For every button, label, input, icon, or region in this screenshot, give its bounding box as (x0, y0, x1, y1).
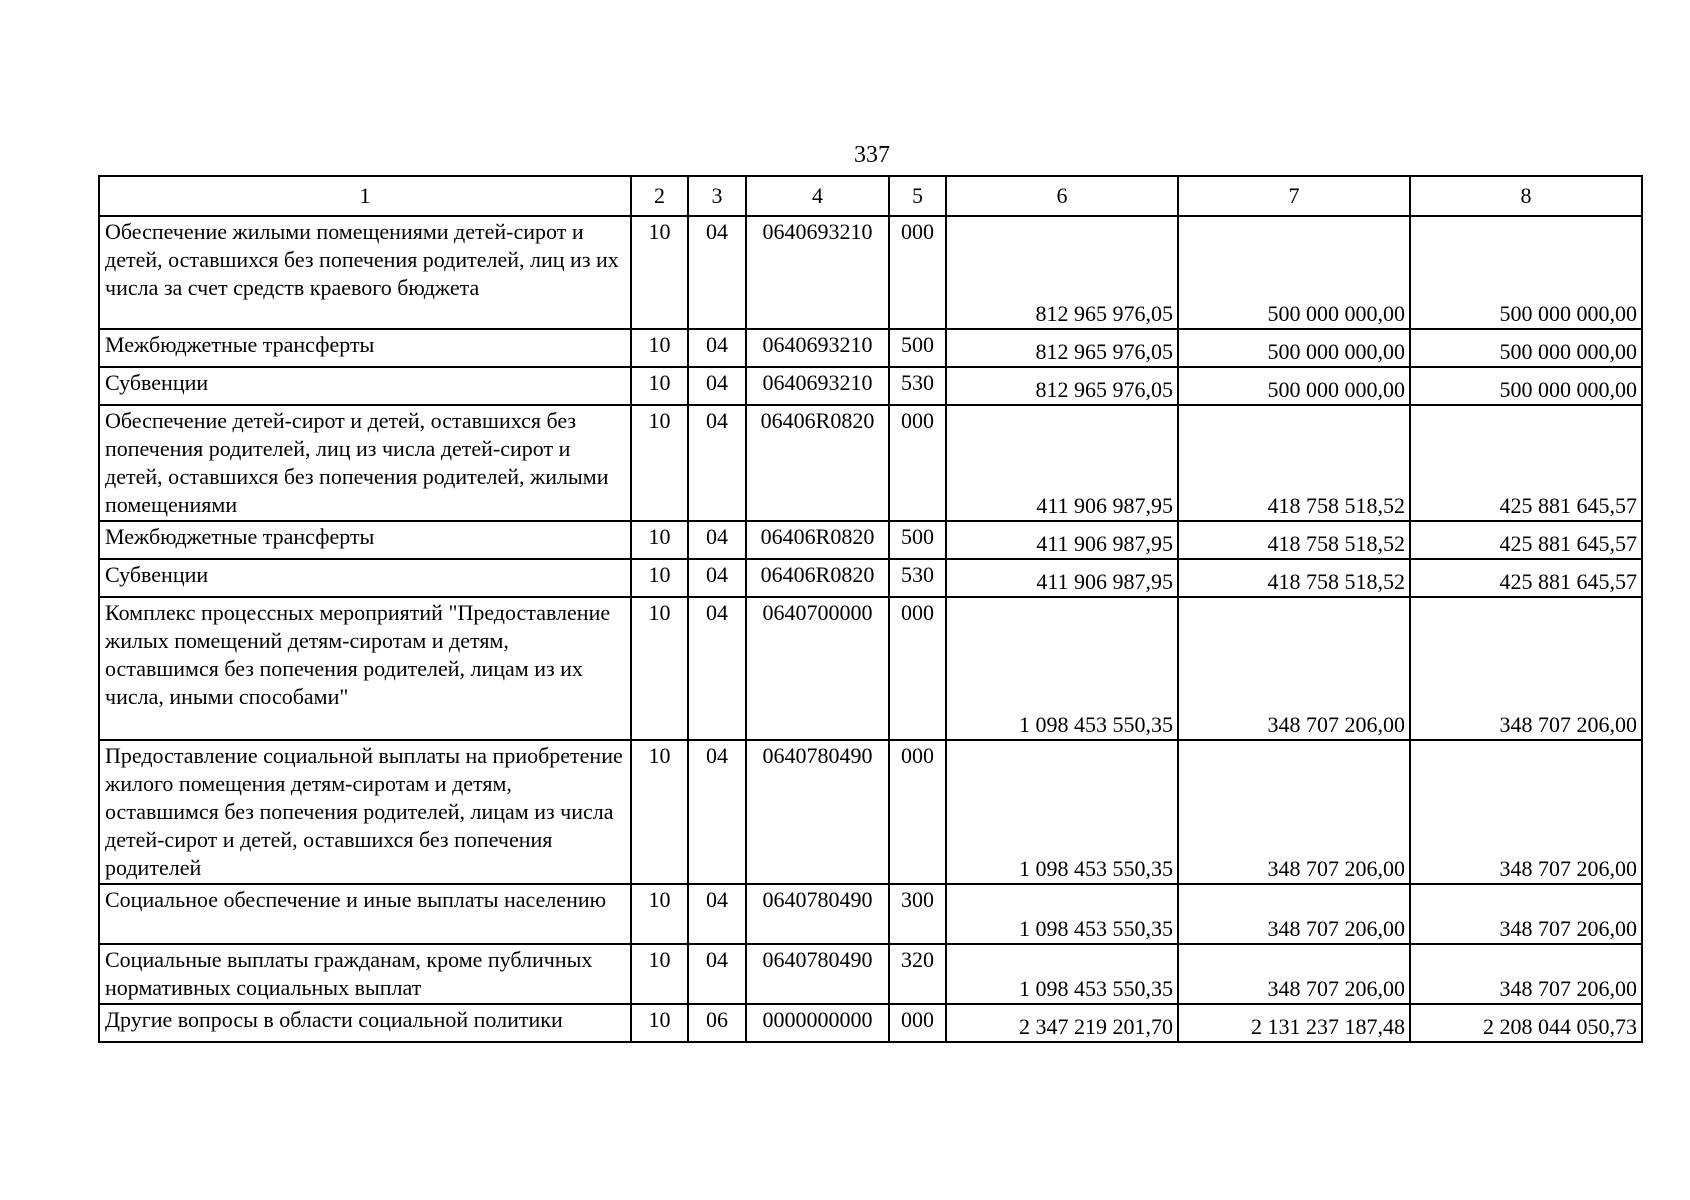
subsection-code: 04 (688, 367, 746, 405)
expense-type-code: 000 (889, 597, 946, 740)
amount-col-7: 2 131 237 187,48 (1178, 1004, 1410, 1042)
row-name: Обеспечение жилыми помещениями детей-сирот и детей, оставшихся без попечения родителей, лиц из их числа за счет средств краевого бюджета (99, 216, 631, 329)
subsection-code: 04 (688, 521, 746, 559)
table-row (99, 1004, 1642, 1042)
section-code: 10 (631, 559, 688, 597)
amount-col-8: 425 881 645,57 (1410, 521, 1642, 559)
section-code: 10 (631, 597, 688, 740)
amount-col-6: 1 098 453 550,35 (946, 597, 1178, 740)
amount-col-8: 348 707 206,00 (1410, 740, 1642, 884)
subsection-code: 04 (688, 597, 746, 740)
amount-col-7: 348 707 206,00 (1178, 944, 1410, 1004)
amount-col-8: 425 881 645,57 (1410, 405, 1642, 521)
table-row (99, 740, 1642, 884)
page-number: 337 (854, 142, 890, 168)
section-code: 10 (631, 740, 688, 884)
column-header: 2 (631, 176, 688, 216)
table-header-row (99, 176, 1642, 216)
expense-type-code: 000 (889, 216, 946, 329)
expense-type-code: 000 (889, 405, 946, 521)
amount-col-8: 2 208 044 050,73 (1410, 1004, 1642, 1042)
section-code: 10 (631, 216, 688, 329)
amount-col-7: 418 758 518,52 (1178, 405, 1410, 521)
amount-col-6: 812 965 976,05 (946, 329, 1178, 367)
amount-col-6: 1 098 453 550,35 (946, 944, 1178, 1004)
column-header: 4 (746, 176, 889, 216)
row-name: Социальные выплаты гражданам, кроме публичных нормативных социальных выплат (99, 944, 631, 1004)
target-article-code: 06406R0820 (746, 559, 889, 597)
amount-col-8: 500 000 000,00 (1410, 329, 1642, 367)
target-article-code: 0640693210 (746, 367, 889, 405)
target-article-code: 0640693210 (746, 216, 889, 329)
amount-col-6: 411 906 987,95 (946, 521, 1178, 559)
target-article-code: 0640700000 (746, 597, 889, 740)
expense-type-code: 000 (889, 740, 946, 884)
amount-col-7: 348 707 206,00 (1178, 740, 1410, 884)
section-code: 10 (631, 405, 688, 521)
amount-col-6: 1 098 453 550,35 (946, 740, 1178, 884)
amount-col-7: 418 758 518,52 (1178, 521, 1410, 559)
row-name: Межбюджетные трансферты (99, 521, 631, 559)
row-name: Межбюджетные трансферты (99, 329, 631, 367)
row-name: Социальное обеспечение и иные выплаты населению (99, 884, 631, 944)
column-header: 5 (889, 176, 946, 216)
row-name: Другие вопросы в области социальной политики (99, 1004, 631, 1042)
column-header: 8 (1410, 176, 1642, 216)
column-header: 6 (946, 176, 1178, 216)
amount-col-6: 812 965 976,05 (946, 367, 1178, 405)
section-code: 10 (631, 884, 688, 944)
subsection-code: 04 (688, 559, 746, 597)
table-row (99, 367, 1642, 405)
section-code: 10 (631, 329, 688, 367)
table-row (99, 521, 1642, 559)
section-code: 10 (631, 1004, 688, 1042)
target-article-code: 0640693210 (746, 329, 889, 367)
subsection-code: 04 (688, 740, 746, 884)
amount-col-7: 500 000 000,00 (1178, 329, 1410, 367)
budget-table (98, 175, 1643, 1043)
row-name: Субвенции (99, 367, 631, 405)
amount-col-7: 348 707 206,00 (1178, 597, 1410, 740)
amount-col-6: 1 098 453 550,35 (946, 884, 1178, 944)
row-name: Предоставление социальной выплаты на приобретение жилого помещения детям-сиротам и детям, оставшимся без попечения родителей, лицам из числа детей-сирот и детей, оставшихся без попечения родителей (99, 740, 631, 884)
expense-type-code: 500 (889, 521, 946, 559)
amount-col-6: 411 906 987,95 (946, 559, 1178, 597)
column-header: 3 (688, 176, 746, 216)
expense-type-code: 300 (889, 884, 946, 944)
target-article-code: 0640780490 (746, 740, 889, 884)
section-code: 10 (631, 521, 688, 559)
table-row (99, 216, 1642, 329)
amount-col-8: 348 707 206,00 (1410, 884, 1642, 944)
target-article-code: 06406R0820 (746, 405, 889, 521)
table-row (99, 329, 1642, 367)
subsection-code: 04 (688, 405, 746, 521)
amount-col-7: 418 758 518,52 (1178, 559, 1410, 597)
target-article-code: 06406R0820 (746, 521, 889, 559)
expense-type-code: 530 (889, 559, 946, 597)
table-row (99, 597, 1642, 740)
table-row (99, 944, 1642, 1004)
row-name: Комплекс процессных мероприятий "Предоставление жилых помещений детям-сиротам и детям, оставшимся без попечения родителей, лицам из их числа, иными способами" (99, 597, 631, 740)
expense-type-code: 320 (889, 944, 946, 1004)
row-name: Обеспечение детей-сирот и детей, оставшихся без попечения родителей, лиц из числа детей-сирот и детей, оставшихся без попечения родителей, жилыми помещениями (99, 405, 631, 521)
subsection-code: 04 (688, 329, 746, 367)
expense-type-code: 530 (889, 367, 946, 405)
amount-col-6: 2 347 219 201,70 (946, 1004, 1178, 1042)
column-header: 7 (1178, 176, 1410, 216)
amount-col-8: 425 881 645,57 (1410, 559, 1642, 597)
expense-type-code: 500 (889, 329, 946, 367)
table-row (99, 884, 1642, 944)
row-name: Субвенции (99, 559, 631, 597)
amount-col-8: 348 707 206,00 (1410, 597, 1642, 740)
subsection-code: 04 (688, 216, 746, 329)
amount-col-6: 411 906 987,95 (946, 405, 1178, 521)
section-code: 10 (631, 367, 688, 405)
subsection-code: 04 (688, 884, 746, 944)
subsection-code: 06 (688, 1004, 746, 1042)
amount-col-8: 500 000 000,00 (1410, 216, 1642, 329)
subsection-code: 04 (688, 944, 746, 1004)
amount-col-7: 500 000 000,00 (1178, 367, 1410, 405)
table-row (99, 559, 1642, 597)
amount-col-7: 348 707 206,00 (1178, 884, 1410, 944)
amount-col-8: 500 000 000,00 (1410, 367, 1642, 405)
target-article-code: 0640780490 (746, 884, 889, 944)
target-article-code: 0000000000 (746, 1004, 889, 1042)
table-row (99, 405, 1642, 521)
expense-type-code: 000 (889, 1004, 946, 1042)
target-article-code: 0640780490 (746, 944, 889, 1004)
amount-col-6: 812 965 976,05 (946, 216, 1178, 329)
amount-col-8: 348 707 206,00 (1410, 944, 1642, 1004)
section-code: 10 (631, 944, 688, 1004)
amount-col-7: 500 000 000,00 (1178, 216, 1410, 329)
column-header: 1 (99, 176, 631, 216)
